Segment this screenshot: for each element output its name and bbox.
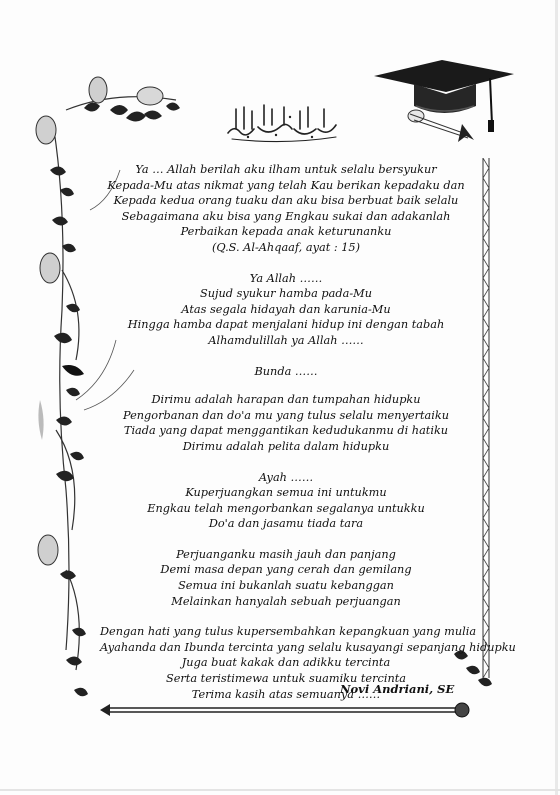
stanza-gap <box>100 349 472 364</box>
stanza-gap <box>100 256 472 271</box>
page-edge-shadow-bottom <box>0 789 560 791</box>
page-edge-shadow <box>555 0 558 795</box>
poem-line: Dirimu adalah pelita dalam hidupku <box>182 439 390 453</box>
author-signature: Novi Andriani, SE <box>340 682 455 696</box>
poem-line: Terima kasih atas semuanya …… <box>191 687 381 701</box>
stanza-gap <box>100 455 472 470</box>
poem-line: Serta teristimewa untuk suamiku tercinta <box>165 672 407 686</box>
dedication-poem <box>100 162 516 702</box>
poem-line: Perjuanganku masih jauh dan panjang <box>176 547 396 561</box>
basmala-calligraphy-icon <box>224 99 340 143</box>
poem-line: Engkau telah mengorbankan segalanya untukku <box>147 501 425 515</box>
poem-line: Perbaikan kepada anak keturunanku <box>180 225 392 239</box>
vertical-border-icon <box>480 158 492 678</box>
poem-line: Semua ini bukanlah suatu kebanggan <box>178 579 394 593</box>
poem-line: Alhamdulillah ya Allah …… <box>208 333 364 347</box>
poem-line: Ayahanda dan Ibunda tercinta yang selalu kusayangi sepanjang hidupku <box>100 640 516 654</box>
poem-line: Juga buat kakak dan adikku tercinta <box>181 656 391 670</box>
verse-reference: (Q.S. Al-Ahqaaf, ayat : 15) <box>211 240 361 254</box>
stanza-gap <box>100 609 472 624</box>
poem-line: Kepada kedua orang tuaku dan aku bisa berbuat baik selalu <box>113 194 459 208</box>
poem-line: Kepada-Mu atas nikmat yang telah Kau berikan kepadaku dan <box>107 178 465 192</box>
poem-line: Ya … Allah berilah aku ilham untuk selalu bersyukur <box>135 163 437 176</box>
stanza-heading: Bunda …… <box>254 364 318 378</box>
poem-line: Kuperjuangkan semua ini untukmu <box>185 486 387 500</box>
decorative-rule-icon <box>98 700 472 720</box>
poem-line: Sujud syukur hamba pada-Mu <box>199 287 373 301</box>
poem-line: Melainkan hanyalah sebuah perjuangan <box>171 594 401 608</box>
poem-line: Hingga hamba dapat menjalani hidup ini dengan tabah <box>127 318 445 332</box>
stanza-heading: Ya Allah …… <box>249 271 323 285</box>
stanza-heading: Ayah …… <box>258 470 314 484</box>
stanza-gap <box>100 532 472 547</box>
poem-line: Sebagaimana aku bisa yang Engkau sukai dan adakanlah <box>121 209 451 223</box>
poem-line: Do'a dan jasamu tiada tara <box>208 517 364 531</box>
stanza-gap <box>100 379 472 392</box>
poem-line: Atas segala hidayah dan karunia-Mu <box>181 302 391 316</box>
poem-line: Demi masa depan yang cerah dan gemilang <box>160 563 412 577</box>
graduation-cap-icon <box>370 54 520 144</box>
poem-line: Dengan hati yang tulus kupersembahkan kepangkuan yang mulia <box>100 625 477 639</box>
poem-line: Tiada yang dapat menggantikan kedudukanmu di hatiku <box>123 424 449 438</box>
poem-line: Dirimu adalah harapan dan tumpahan hidupku <box>151 393 421 407</box>
poem-line: Pengorbanan dan do'a mu yang tulus selalu menyertaiku <box>123 408 449 422</box>
